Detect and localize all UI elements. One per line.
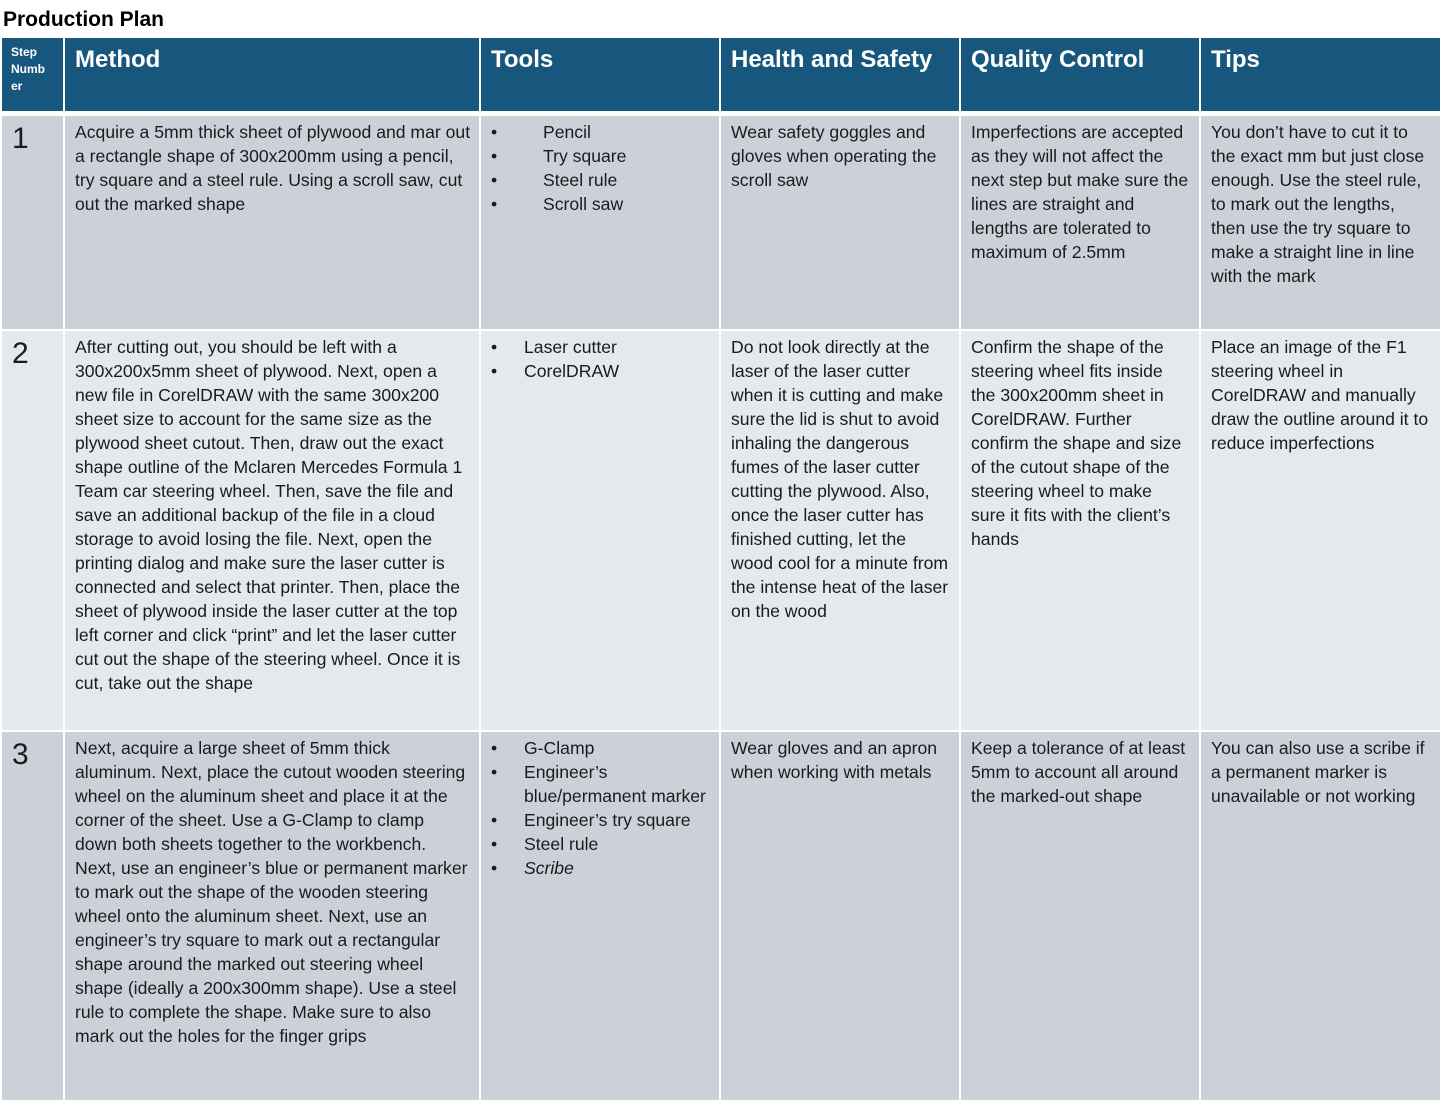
header-tips: Tips — [1200, 37, 1440, 114]
bullet-icon: • — [491, 858, 498, 878]
tips-cell: You don’t have to cut it to the exact mm but just close enough. Use the steel rule, to mark out the lengths, then use the try square to make a straight line in line with the mark — [1200, 114, 1440, 331]
list-item — [491, 736, 711, 760]
tips-cell: You can also use a scribe if a permanent marker is unavailable or not working — [1200, 731, 1440, 1101]
tool-label: Engineer’s blue/permanent marker — [524, 762, 706, 806]
bullet-icon: • — [491, 122, 498, 142]
quality-control-cell: Confirm the shape of the steering wheel fits inside the 300x200mm sheet in CorelDRAW. Further confirm the shape and size of the cutout shape of the steering wheel to make sure it fits with the client’s hands — [960, 330, 1200, 731]
tool-label: Scribe — [524, 858, 574, 878]
production-plan-table — [0, 36, 1440, 1102]
bullet-icon: • — [491, 738, 498, 758]
list-item — [491, 168, 711, 192]
tools-cell — [480, 330, 720, 731]
tools-list — [491, 736, 711, 880]
health-safety-cell: Do not look directly at the laser of the laser cutter when it is cutting and make sure the lid is shut to avoid inhaling the dangerous fumes of the laser cutter cutting the plywood. Also, once the laser cutter has finished cutting, let the wood cool for a minute from the intense heat of the laser on the wood — [720, 330, 960, 731]
header-quality-control: Quality Control — [960, 37, 1200, 114]
health-safety-cell: Wear safety goggles and gloves when operating the scroll saw — [720, 114, 960, 331]
list-item — [491, 359, 711, 383]
step-number: 3 — [1, 731, 64, 1101]
list-item — [491, 192, 711, 216]
bullet-icon: • — [491, 194, 498, 214]
tips-cell: Place an image of the F1 steering wheel in CorelDRAW and manually draw the outline around it to reduce imperfections — [1200, 330, 1440, 731]
method-cell: Acquire a 5mm thick sheet of plywood and mar out a rectangle shape of 300x200mm using a pencil, try square and a steel rule. Using a scroll saw, cut out the marked shape — [64, 114, 480, 331]
table-row — [1, 114, 1440, 331]
quality-control-cell: Imperfections are accepted as they will not affect the next step but make sure the lines are straight and lengths are tolerated to maximum of 2.5mm — [960, 114, 1200, 331]
step-number: 2 — [1, 330, 64, 731]
tool-label: CorelDRAW — [524, 361, 620, 381]
header-health-and-safety: Health and Safety — [720, 37, 960, 114]
tool-label: Engineer’s try square — [524, 810, 691, 830]
table-row — [1, 330, 1440, 731]
list-item — [491, 832, 711, 856]
health-safety-cell: Wear gloves and an apron when working with metals — [720, 731, 960, 1101]
tools-cell — [480, 731, 720, 1101]
tool-label: Pencil — [543, 122, 591, 142]
tool-label: Steel rule — [524, 834, 599, 854]
header-tools: Tools — [480, 37, 720, 114]
tools-list — [491, 120, 711, 216]
method-cell: After cutting out, you should be left with a 300x200x5mm sheet of plywood. Next, open a new file in CorelDRAW with the same 300x200 sheet size to account for the same size as the plywood sheet cutout. Then, draw out the exact shape outline of the Mclaren Mercedes Formula 1 Team car steering wheel. Then, save the file and save an additional backup of the file in a cloud storage to avoid losing the file. Next, open the printing dialog and make sure the laser cutter is connected and select that printer. Then, place the sheet of plywood inside the laser cutter at the top left corner and click “print” and let the laser cutter cut out the shape of the steering wheel. Once it is cut, take out the shape — [64, 330, 480, 731]
bullet-icon: • — [491, 361, 498, 381]
method-cell: Next, acquire a large sheet of 5mm thick aluminum. Next, place the cutout wooden steering wheel on the aluminum sheet and place it at the corner of the sheet. Use a G-Clamp to clamp down both sheets together to the workbench. Next, use an engineer’s blue or permanent marker to mark out the shape of the wooden steering wheel onto the aluminum sheet. Next, use an engineer’s try square to mark out a rectangular shape around the marked out steering wheel shape (ideally a 200x300mm shape). Use a steel rule to complete the shape. Make sure to also mark out the holes for the finger grips — [64, 731, 480, 1101]
header-row — [1, 37, 1440, 114]
bullet-icon: • — [491, 170, 498, 190]
tool-label: Try square — [543, 146, 627, 166]
bullet-icon: • — [491, 834, 498, 854]
tool-label: Scroll saw — [543, 194, 624, 214]
list-item — [491, 856, 711, 880]
tool-label: Laser cutter — [524, 337, 617, 357]
tool-label: G-Clamp — [524, 738, 595, 758]
list-item — [491, 760, 711, 808]
page-title: Production Plan — [3, 8, 165, 31]
tool-label: Steel rule — [543, 170, 618, 190]
bullet-icon: • — [491, 810, 498, 830]
bullet-icon: • — [491, 337, 498, 357]
bullet-icon: • — [491, 762, 498, 782]
header-step-number: Step Numb er — [1, 37, 64, 114]
table-row — [1, 731, 1440, 1101]
header-method: Method — [64, 37, 480, 114]
list-item — [491, 335, 711, 359]
step-number: 1 — [1, 114, 64, 331]
bullet-icon: • — [491, 146, 498, 166]
list-item — [491, 144, 711, 168]
list-item — [491, 808, 711, 832]
tools-list — [491, 335, 711, 383]
list-item — [491, 120, 711, 144]
tools-cell — [480, 114, 720, 331]
quality-control-cell: Keep a tolerance of at least 5mm to account all around the marked-out shape — [960, 731, 1200, 1101]
